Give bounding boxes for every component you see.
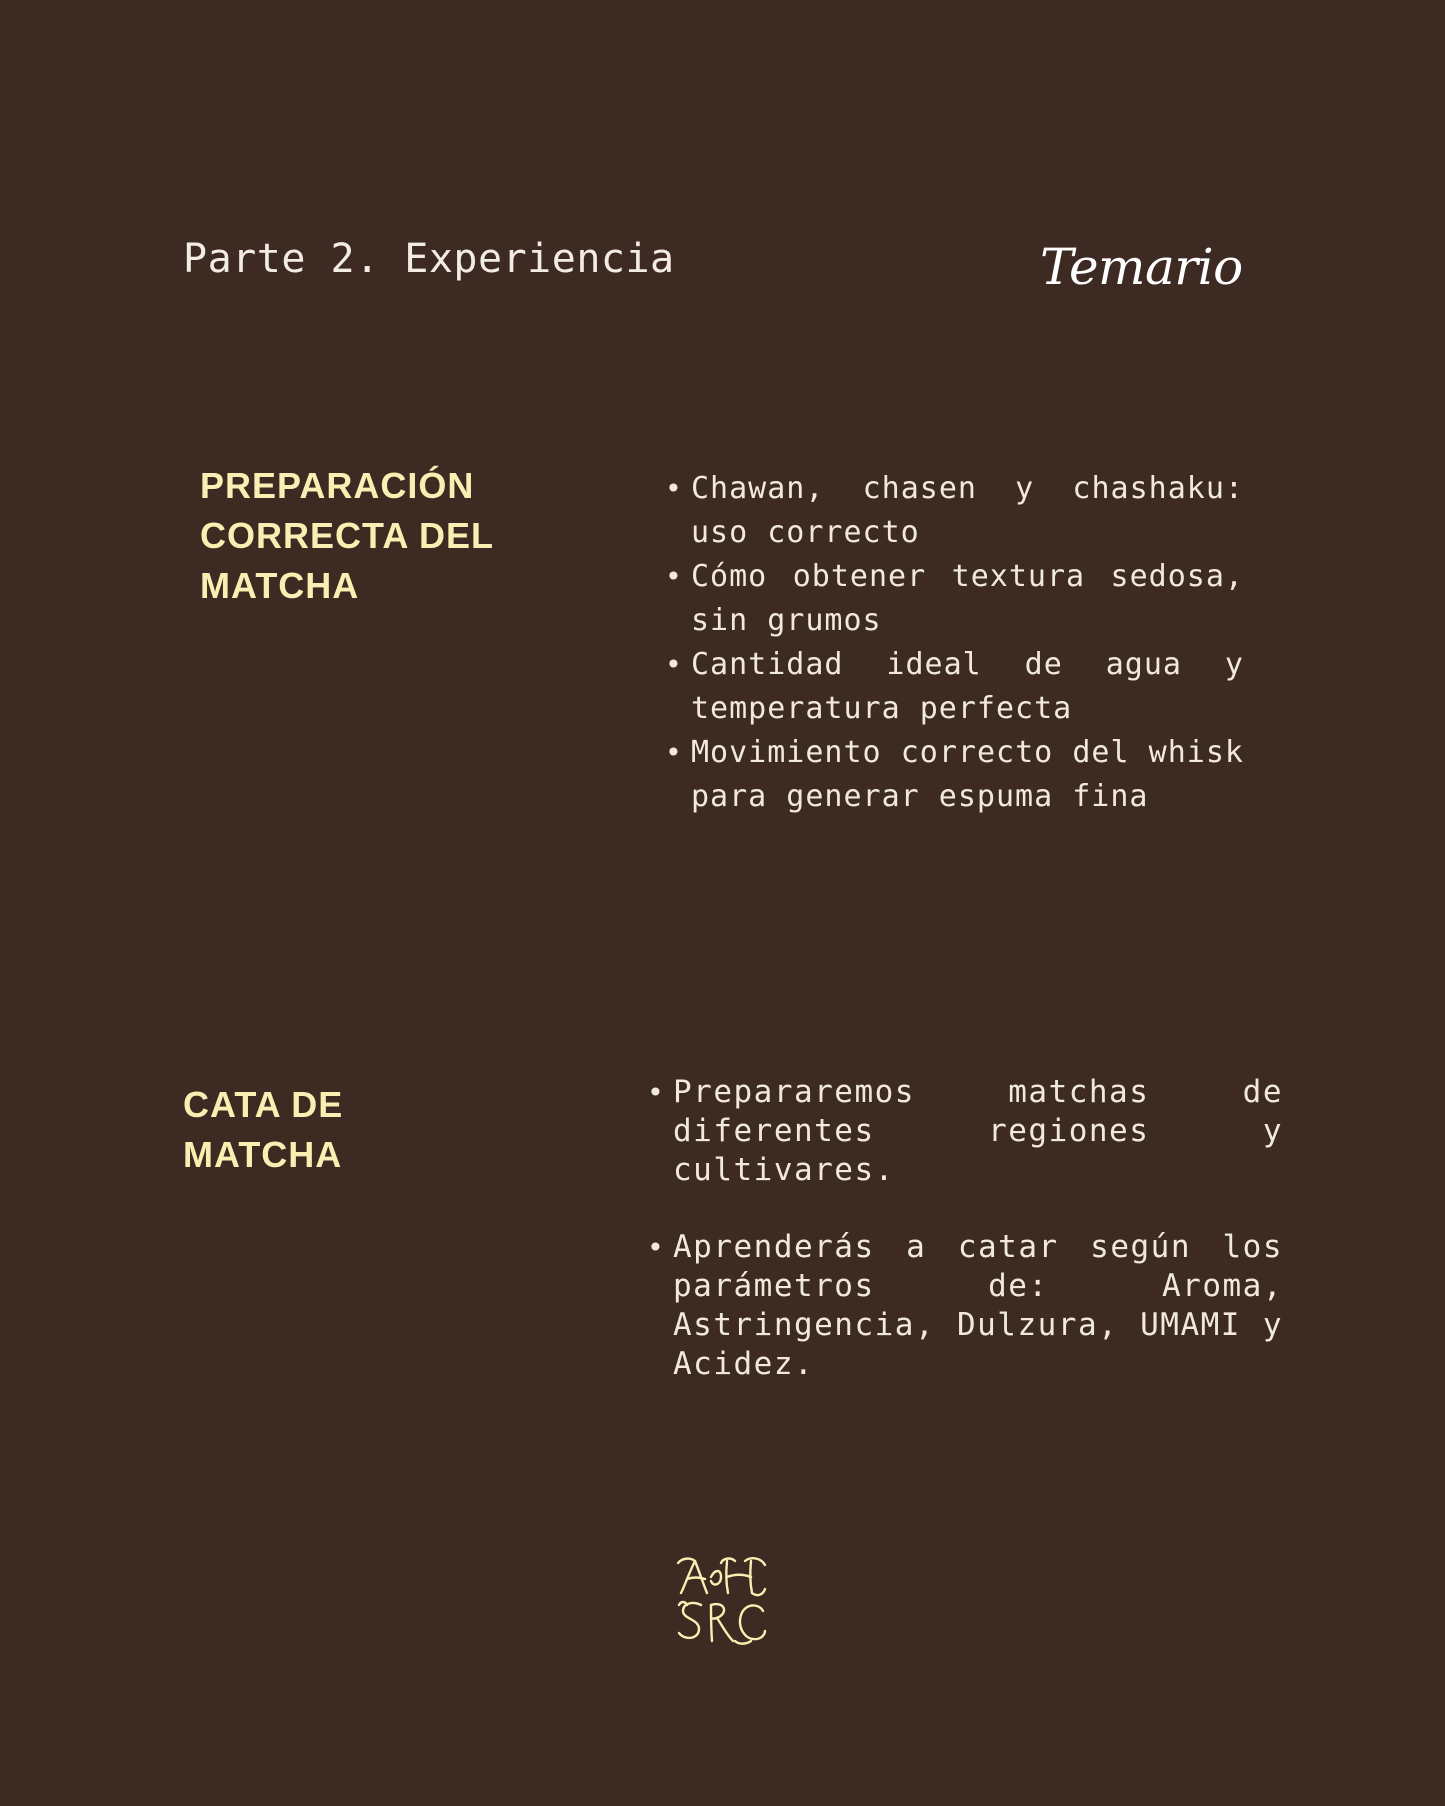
part-label: Parte 2. Experiencia <box>183 236 675 282</box>
section-title-line: MATCHA <box>200 565 360 606</box>
bullet-dot: • <box>665 472 683 505</box>
list-item <box>647 1073 1283 1190</box>
bullet-dot: • <box>665 560 683 593</box>
bullet-dot: • <box>665 648 683 681</box>
list-item-text: Aprenderás a catar según los parámetros de: Aroma, Astringencia, Dulzura, UMAMI y Acidez. <box>673 1229 1283 1382</box>
monogram-logo-icon <box>675 1555 769 1645</box>
list-item <box>665 555 1244 643</box>
section-label: Temario <box>1040 238 1243 296</box>
list-item-text: Cómo obtener textura sedosa, sin grumos <box>691 559 1244 638</box>
list-item-text: Chawan, chasen y chashaku: uso correcto <box>691 471 1244 550</box>
bullet-dot: • <box>665 736 683 769</box>
list-item <box>665 643 1244 731</box>
list-item <box>665 731 1244 819</box>
section-title-line: CORRECTA DEL <box>200 515 494 556</box>
section-title-line: CATA DE <box>183 1084 344 1125</box>
bullet-list <box>647 1073 1283 1384</box>
section-title <box>200 461 494 611</box>
section-title-line: PREPARACIÓN <box>200 465 475 506</box>
section-title <box>183 1080 343 1180</box>
list-item <box>665 467 1244 555</box>
bullet-list <box>665 467 1244 819</box>
list-item-text: Cantidad ideal de agua y temperatura perfecta <box>691 647 1244 726</box>
list-item-text: Movimiento correcto del whisk para generar espuma fina <box>691 735 1244 814</box>
bullet-dot: • <box>647 1231 666 1264</box>
list-item-text: Prepararemos matchas de diferentes regiones y cultivares. <box>673 1074 1283 1188</box>
list-item <box>647 1228 1283 1384</box>
section-title-line: MATCHA <box>183 1134 343 1175</box>
bullet-dot: • <box>647 1076 666 1109</box>
